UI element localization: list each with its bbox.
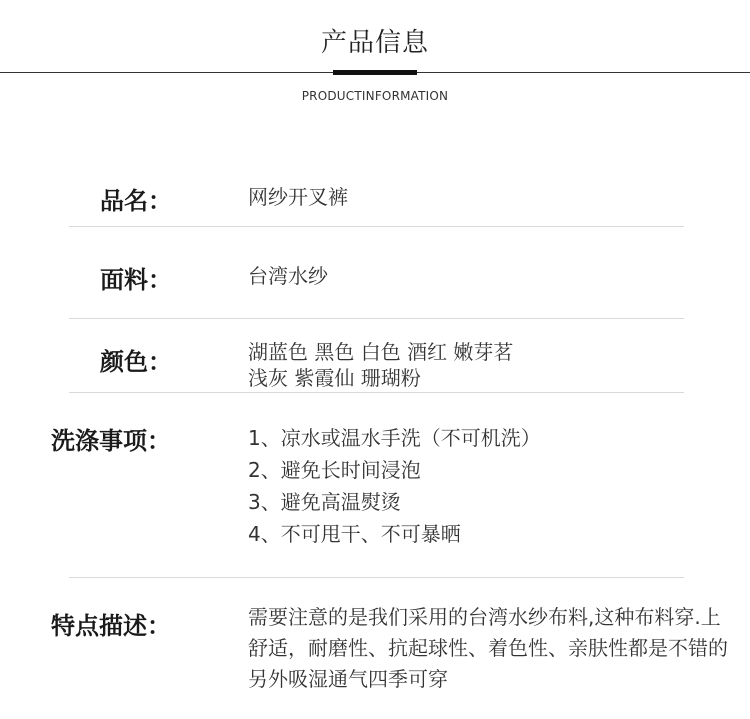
colors-value-line-1: 湖蓝色 黑色 白色 酒红 嫩芽茗 [248,340,514,364]
product-name-value: 网纱开叉裤 [248,185,348,209]
row-divider [69,226,684,227]
row-divider [69,318,684,319]
features-label: 特点描述： [51,612,171,640]
colors-label: 颜色： [100,348,172,376]
washing-item: 2、避免长时间浸泡 [248,458,421,482]
row-divider [69,392,684,393]
fabric-value: 台湾水纱 [248,264,328,288]
washing-item: 1、凉水或温水手洗（不可机洗） [248,426,541,450]
washing-item: 4、不可甩干、不可暴晒 [248,522,461,546]
washing-label: 洗涤事项： [51,427,171,455]
fabric-label: 面料： [100,266,172,294]
product-name-label: 品名： [100,187,172,215]
colors-value-line-2: 浅灰 紫霞仙 珊瑚粉 [248,366,421,390]
row-divider [69,577,684,578]
header-accent-bar [333,70,417,75]
page-subtitle: PRODUCTINFORMATION [301,89,449,103]
washing-item: 3、避免高温熨烫 [248,490,401,514]
features-description: 需要注意的是我们采用的台湾水纱布料,这种布料穿.上舒适，耐磨性、抗起球性、着色性、亲肤性都是不错的另外吸湿通气四季可穿 [248,605,728,691]
page-title: 产品信息 [320,28,429,58]
